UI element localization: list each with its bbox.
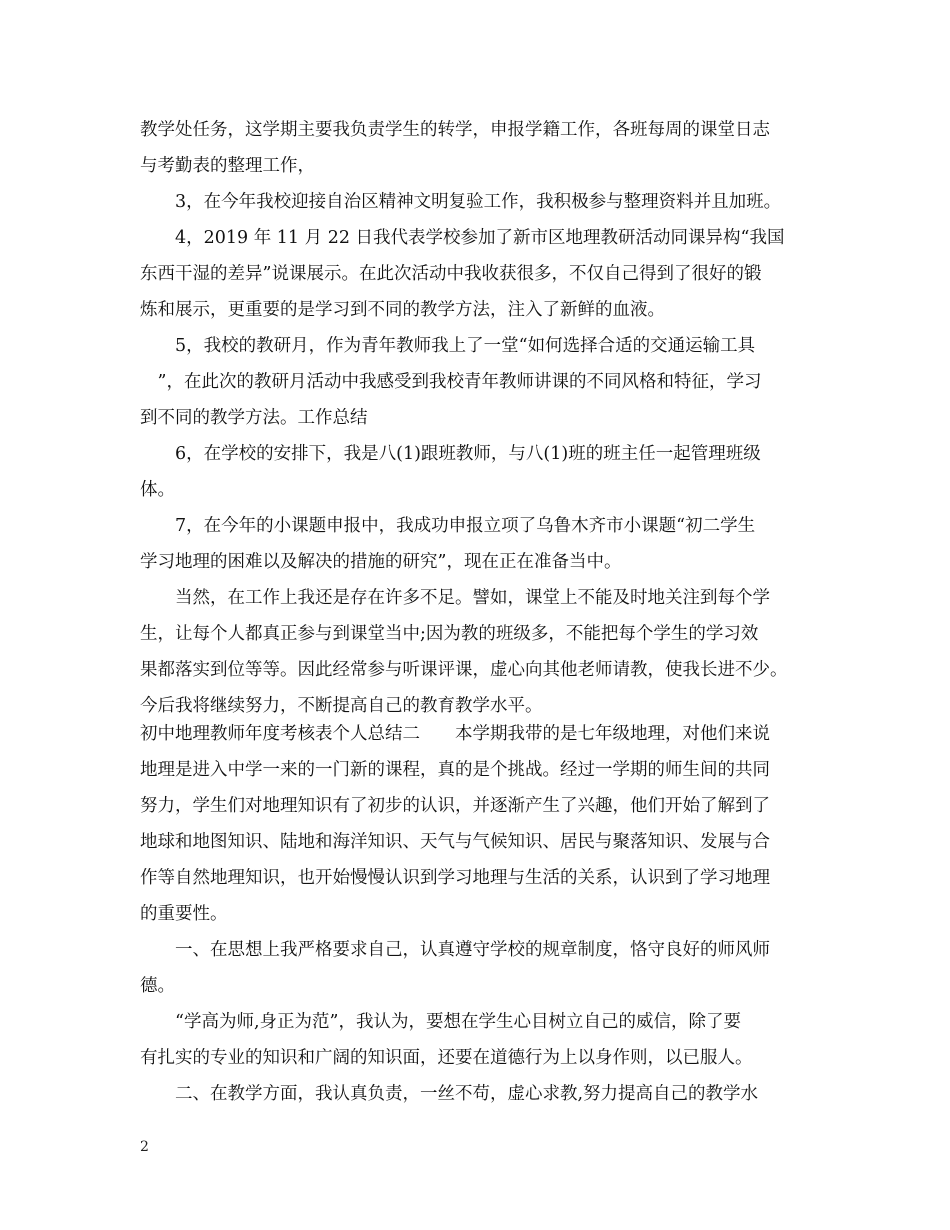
text-line: 教学处任务，这学期主要我负责学生的转学，申报学籍工作，各班每周的课堂日志 [140,120,770,140]
text-line: 一、在思想上我严格要求自己，认真遵守学校的规章制度，恪守良好的师风师 [140,940,770,960]
text-line: 二、在教学方面，我认真负责，一丝不苟，虚心求教,努力提高自己的教学水 [140,1084,759,1104]
text-line: 有扎实的专业的知识和广阔的知识面，还要在道德行为上以身作则，以已服人。 [140,1048,753,1068]
text-line: 今后我将继续努力，不断提高自己的教育教学水平。 [140,696,543,716]
page-number: 2 [140,1139,149,1155]
text-line: 3，在今年我校迎接自治区精神文明复验工作，我积极参与整理资料并且加班。 [140,192,782,212]
text-line: 地理是进入中学一来的一门新的课程，真的是个挑战。经过一学期的师生间的共同 [140,760,770,780]
text-line: 作等自然地理知识，也开始慢慢认识到学习地理与生活的关系，认识到了学习地理 [140,868,770,888]
text-line: 学习地理的困难以及解决的措施的研究”，现在正在准备当中。 [140,552,622,572]
text-line: 的重要性。 [140,904,228,924]
text-line: 果都落实到位等等。因此经常参与听课评课，虚心向其他老师请教，使我长进不少。 [140,660,788,680]
text-line: 东西干湿的差异”说课展示。在此次活动中我收获很多，不仅自己得到了很好的锻 [140,264,762,284]
text-line: 体。 [140,480,175,500]
text-line: 生，让每个人都真正参与到课堂当中;因为教的班级多，不能把每个学生的学习效 [140,624,759,644]
text-line: 4，2019 年 11 月 22 日我代表学校参加了新市区地理教研活动同课异构“我国 [140,228,785,248]
text-line: 到不同的教学方法。工作总结 [140,408,368,428]
section-heading-line: 初中地理教师年度考核表个人总结二 本学期我带的是七年级地理，对他们来说 [140,724,770,744]
text-line: 6，在学校的安排下，我是八(1)跟班教师，与八(1)班的班主任一起管理班级 [140,444,761,464]
text-line: “学高为师,身正为范”，我认为，要想在学生心目树立自己的威信，除了要 [140,1012,741,1032]
text-line: 5，我校的教研月，作为青年教师我上了一堂“如何选择合适的交通运输工具 [140,336,756,356]
text-line: 7，在今年的小课题申报中，我成功申报立项了乌鲁木齐市小课题“初二学生 [140,516,756,536]
text-line: 当然，在工作上我还是存在许多不足。譬如，课堂上不能及时地关注到每个学 [140,588,770,608]
text-line: 德。 [140,976,175,996]
text-line: 地球和地图知识、陆地和海洋知识、天气与气候知识、居民与聚落知识、发展与合 [140,832,770,852]
text-line: 与考勤表的整理工作， [140,156,315,176]
text-line: 炼和展示，更重要的是学习到不同的教学方法，注入了新鲜的血液。 [140,300,665,320]
text-line: ”，在此次的教研月活动中我感受到我校青年教师讲课的不同风格和特征，学习 [140,372,762,392]
text-line: 努力，学生们对地理知识有了初步的认识，并逐渐产生了兴趣，他们开始了解到了 [140,796,770,816]
